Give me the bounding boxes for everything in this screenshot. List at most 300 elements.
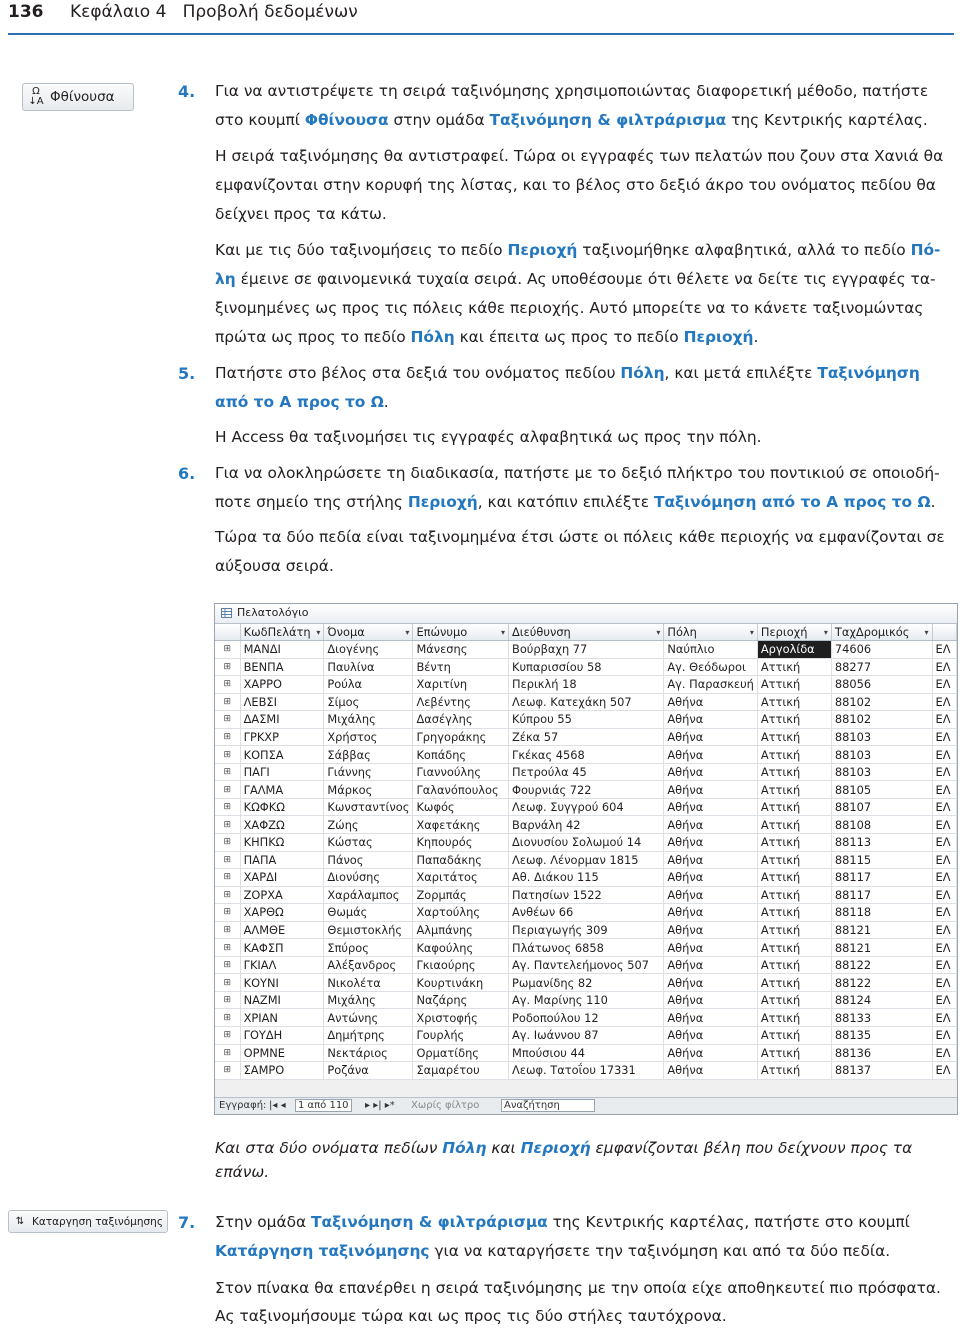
table-cell[interactable]: Βούρβαχη 77 [509, 641, 664, 659]
table-cell[interactable]: ΑΛΜΘΕ [240, 921, 324, 939]
table-cell[interactable]: ΕΛ [932, 886, 956, 904]
table-cell[interactable]: ΔΑΣΜΙ [240, 711, 324, 729]
table-cell[interactable]: Αθήνα [664, 991, 758, 1009]
column-header-overflow [932, 624, 956, 641]
table-cell[interactable]: Χαράλαμπος [324, 886, 413, 904]
table-cell[interactable]: Αθήνα [664, 746, 758, 764]
table-cell[interactable]: Αγ. Ιωάννου 87 [509, 1027, 664, 1045]
table-cell[interactable]: Καφούλης [413, 939, 509, 957]
step-7-line-4: Ας ταξινομήσουμε τώρα και ως προς τις δύο στήλες ταυτόχρονα. [215, 1307, 727, 1325]
expand-icon[interactable]: ⊞ [215, 886, 240, 904]
datasheet-tab[interactable] [215, 604, 957, 624]
step-6-line-3: Τώρα τα δύο πεδία είναι ταξινομημένα έτσι ώστε οι πόλεις κάθε περιοχής να εμφανίζονται σε [215, 528, 945, 546]
table-cell[interactable]: Μιχάλης [324, 991, 413, 1009]
table-cell[interactable]: Αγ. Θεόδωροι [664, 658, 758, 676]
table-cell[interactable]: Κηπουρός [413, 834, 509, 852]
table-cell[interactable]: ΚΑΦΣΠ [240, 939, 324, 957]
table-cell[interactable]: 88103 [831, 728, 932, 746]
expand-icon[interactable]: ⊞ [215, 816, 240, 834]
table-cell[interactable]: ΚΟΥΝΙ [240, 974, 324, 992]
step-7-line-2: Κατάργηση ταξινόμησης για να καταργήσετε την ταξινόμηση και από τα δύο πεδία. [215, 1242, 891, 1260]
column-dropdown-icon[interactable]: ▾ [749, 628, 754, 637]
table-cell[interactable]: Αθήνα [664, 711, 758, 729]
table-row[interactable] [215, 781, 957, 799]
table-cell[interactable]: Περιαγωγής 309 [509, 921, 664, 939]
table-cell[interactable]: 88121 [831, 921, 932, 939]
table-cell[interactable]: Αθήνα [664, 798, 758, 816]
table-cell[interactable]: 88102 [831, 693, 932, 711]
table-cell[interactable]: ΓΟΥΔΗ [240, 1027, 324, 1045]
expand-icon[interactable]: ⊞ [215, 728, 240, 746]
table-row[interactable] [215, 641, 957, 659]
expand-icon[interactable]: ⊞ [215, 974, 240, 992]
expand-icon[interactable]: ⊞ [215, 1062, 240, 1080]
table-cell[interactable]: Αθήνα [664, 763, 758, 781]
table-cell[interactable]: Διονύσης [324, 869, 413, 887]
column-dropdown-icon[interactable]: ▾ [405, 628, 410, 637]
clear-sort-button[interactable] [8, 1210, 168, 1233]
table-cell[interactable]: Κοπάδης [413, 746, 509, 764]
table-cell[interactable]: ΕΛ [932, 939, 956, 957]
table-cell[interactable]: 88121 [831, 939, 932, 957]
table-cell[interactable]: Νεκτάριος [324, 1044, 413, 1062]
table-cell[interactable]: Γρηγοράκης [413, 728, 509, 746]
table-cell[interactable]: ΕΛ [932, 728, 956, 746]
table-cell[interactable]: Σίμος [324, 693, 413, 711]
table-icon [221, 608, 232, 618]
table-cell[interactable]: 88103 [831, 763, 932, 781]
table-cell[interactable]: Μπούσιου 44 [509, 1044, 664, 1062]
column-dropdown-icon[interactable]: ▾ [500, 628, 505, 637]
table-cell[interactable]: ΕΛ [932, 1062, 956, 1080]
table-cell[interactable]: Ναζάρης [413, 991, 509, 1009]
table-cell[interactable]: 88056 [831, 676, 932, 694]
expand-icon[interactable]: ⊞ [215, 1009, 240, 1027]
table-cell[interactable]: ΕΛ [932, 869, 956, 887]
step-4-para-2-line-1: Και με τις δύο ταξινομήσεις το πεδίο Περιοχή ταξινομήθηκε αλφαβητικά, αλλά το πεδίο Πό- [215, 241, 941, 259]
table-cell[interactable]: 88102 [831, 711, 932, 729]
table-cell[interactable]: ΓΚΙΑΛ [240, 956, 324, 974]
table-cell[interactable]: ΕΛ [932, 921, 956, 939]
table-cell[interactable]: Αττική [757, 956, 831, 974]
table-cell[interactable]: ΚΗΠΚΩ [240, 834, 324, 852]
clear-sort-label: Καταργηση ταξινόμησης [32, 1215, 163, 1228]
table-cell[interactable]: Λεωφ. Συγγρού 604 [509, 798, 664, 816]
table-cell[interactable]: 88135 [831, 1027, 932, 1045]
table-cell[interactable]: Μάνεσης [413, 641, 509, 659]
table-cell[interactable]: Αττική [757, 974, 831, 992]
table-cell[interactable]: Κωνσταντίνος [324, 798, 413, 816]
table-cell[interactable]: Αθήνα [664, 781, 758, 799]
table-cell[interactable]: Αττική [757, 711, 831, 729]
table-cell[interactable]: Αττική [757, 904, 831, 922]
table-cell[interactable]: ΧΑΡΡΟ [240, 676, 324, 694]
table-cell[interactable]: Χαρτούλης [413, 904, 509, 922]
table-cell[interactable]: Μάρκος [324, 781, 413, 799]
table-cell[interactable]: Θωμάς [324, 904, 413, 922]
expand-icon[interactable]: ⊞ [215, 991, 240, 1009]
expand-icon[interactable]: ⊞ [215, 834, 240, 852]
table-cell[interactable]: 88277 [831, 658, 932, 676]
table-cell[interactable]: 88113 [831, 834, 932, 852]
table-cell[interactable]: ΕΛ [932, 1009, 956, 1027]
step-6-line-2: ποτε σημείο της στήλης Περιοχή, και κατόπιν επιλέξτε Ταξινόμηση από το Α προς το Ω. [215, 493, 936, 511]
expand-icon[interactable]: ⊞ [215, 956, 240, 974]
table-cell[interactable]: Χαριτάτος [413, 869, 509, 887]
record-nav-last-icon[interactable]: ▸ ▸| ▸* [365, 1100, 395, 1111]
table-cell[interactable]: Βέντη [413, 658, 509, 676]
table-cell[interactable]: Αλμπάνης [413, 921, 509, 939]
table-row[interactable] [215, 974, 957, 992]
expand-icon[interactable]: ⊞ [215, 939, 240, 957]
table-cell[interactable]: Ρωμανίδης 82 [509, 974, 664, 992]
step-7-number: 7. [178, 1213, 196, 1232]
step-4-para-2-line-2: λη έμεινε σε φαινομενικά τυχαία σειρά. Ας υποθέσουμε ότι θέλετε να δείτε τις εγγραφές τα- [215, 270, 936, 288]
row-selector-header[interactable] [215, 624, 240, 641]
table-cell[interactable]: Αττική [757, 1044, 831, 1062]
table-cell[interactable]: ΕΛ [932, 711, 956, 729]
step-4-line-3: Η σειρά ταξινόμησης θα αντιστραφεί. Τώρα οι εγγραφές των πελατών που ζουν στα Χανιά θα [215, 147, 944, 165]
table-cell[interactable]: Πάνος [324, 851, 413, 869]
table-cell[interactable]: Θεμιστοκλής [324, 921, 413, 939]
table-cell[interactable]: Σαμαρέτου [413, 1062, 509, 1080]
table-cell[interactable]: Αγ. Παντελεήμονος 507 [509, 956, 664, 974]
table-cell[interactable]: Αθήνα [664, 1044, 758, 1062]
step-7-line-1: Στην ομάδα Ταξινόμηση & φιλτράρισμα της Κεντρικής καρτέλας, πατήστε στο κουμπί [215, 1213, 910, 1231]
table-cell[interactable]: Γκιαούρης [413, 956, 509, 974]
expand-icon[interactable]: ⊞ [215, 851, 240, 869]
table-row[interactable] [215, 851, 957, 869]
table-cell[interactable]: ΓΑΛΜΑ [240, 781, 324, 799]
table-cell[interactable]: Αττική [757, 693, 831, 711]
record-position[interactable]: 1 από 110 [295, 1099, 352, 1112]
table-cell[interactable]: Αττική [757, 1009, 831, 1027]
table-cell[interactable]: Αθήνα [664, 939, 758, 957]
table-cell[interactable]: Βαρνάλη 42 [509, 816, 664, 834]
table-cell[interactable]: Νικολέτα [324, 974, 413, 992]
table-cell[interactable]: Γκέκας 4568 [509, 746, 664, 764]
table-cell[interactable]: Λεωφ. Τατοΐου 17331 [509, 1062, 664, 1080]
table-cell[interactable]: Ορματίδης [413, 1044, 509, 1062]
table-cell[interactable]: Γιαννούλης [413, 763, 509, 781]
table-cell[interactable]: Αθ. Διάκου 115 [509, 869, 664, 887]
table-cell[interactable]: ΟΡΜΝΕ [240, 1044, 324, 1062]
table-row[interactable] [215, 939, 957, 957]
expand-icon[interactable]: ⊞ [215, 693, 240, 711]
table-cell[interactable]: Αττική [757, 886, 831, 904]
table-cell[interactable]: ΕΛ [932, 798, 956, 816]
table-cell[interactable]: Λεωφ. Λένορμαν 1815 [509, 851, 664, 869]
table-cell[interactable]: ΠΑΠΑ [240, 851, 324, 869]
table-cell[interactable]: Ζέκα 57 [509, 728, 664, 746]
step-6-line-4: αύξουσα σειρά. [215, 557, 334, 575]
table-cell[interactable]: Κωφός [413, 798, 509, 816]
table-cell[interactable]: 88117 [831, 886, 932, 904]
table-cell[interactable]: Κύπρου 55 [509, 711, 664, 729]
search-box[interactable]: Αναζήτηση [501, 1099, 595, 1112]
step-4-line-2: στο κουμπί Φθίνουσα στην ομάδα Ταξινόμηση & φιλτράρισμα της Κεντρικής καρτέλας. [215, 111, 928, 129]
table-cell[interactable]: Αθήνα [664, 869, 758, 887]
table-cell[interactable]: ΧΑΦΖΩ [240, 816, 324, 834]
table-cell[interactable]: ΕΛ [932, 974, 956, 992]
table-cell[interactable]: Κώστας [324, 834, 413, 852]
table-cell[interactable]: ΓΡΚΧΡ [240, 728, 324, 746]
table-cell[interactable]: ΕΛ [932, 693, 956, 711]
table-cell[interactable]: Αττική [757, 676, 831, 694]
column-dropdown-icon[interactable]: ▾ [316, 628, 321, 637]
table-cell[interactable]: ΧΡΙΑΝ [240, 1009, 324, 1027]
table-cell[interactable]: Ναύπλιο [664, 641, 758, 659]
table-cell[interactable]: Πλάτωνος 6858 [509, 939, 664, 957]
table-cell[interactable]: Αθήνα [664, 904, 758, 922]
table-cell[interactable]: Ανθέων 66 [509, 904, 664, 922]
expand-icon[interactable]: ⊞ [215, 641, 240, 659]
table-cell[interactable]: Παπαδάκης [413, 851, 509, 869]
table-cell[interactable]: Αθήνα [664, 921, 758, 939]
table-cell[interactable]: Κουρτινάκη [413, 974, 509, 992]
table-cell[interactable]: ΕΛ [932, 658, 956, 676]
column-dropdown-icon[interactable]: ▾ [823, 628, 828, 637]
table-cell[interactable]: Αντώνης [324, 1009, 413, 1027]
column-dropdown-icon[interactable]: ▾ [924, 628, 929, 637]
page-number: 136 [8, 2, 44, 22]
table-cell[interactable]: Αθήνα [664, 974, 758, 992]
table-cell[interactable]: Αθήνα [664, 886, 758, 904]
table-row[interactable] [215, 904, 957, 922]
table-row[interactable] [215, 956, 957, 974]
table-cell[interactable]: Διογένης [324, 641, 413, 659]
table-cell[interactable]: Αργολίδα [757, 641, 831, 659]
table-cell[interactable]: 88124 [831, 991, 932, 1009]
table-cell[interactable]: Ζώης [324, 816, 413, 834]
table-cell[interactable]: Πατησίων 1522 [509, 886, 664, 904]
column-header[interactable] [664, 624, 758, 641]
table-cell[interactable]: Αττική [757, 1027, 831, 1045]
table-cell[interactable]: Σπύρος [324, 939, 413, 957]
table-cell[interactable]: 88105 [831, 781, 932, 799]
table-cell[interactable]: ΕΛ [932, 1044, 956, 1062]
table-cell[interactable]: Αθήνα [664, 693, 758, 711]
table-cell[interactable]: 88103 [831, 746, 932, 764]
table-cell[interactable]: Αγ. Παρασκευή [664, 676, 758, 694]
table-row[interactable] [215, 711, 957, 729]
table-cell[interactable]: ΝΑΖΜΙ [240, 991, 324, 1009]
table-cell[interactable]: Αττική [757, 816, 831, 834]
filter-indicator[interactable]: Χωρίς φίλτρο [411, 1100, 480, 1111]
table-row[interactable] [215, 869, 957, 887]
table-cell[interactable]: Αθήνα [664, 834, 758, 852]
table-cell[interactable]: Αθήνα [664, 1062, 758, 1080]
table-cell[interactable]: ΕΛ [932, 641, 956, 659]
table-cell[interactable]: Αλέξανδρος [324, 956, 413, 974]
table-cell[interactable]: Αθήνα [664, 728, 758, 746]
column-header[interactable] [757, 624, 831, 641]
expand-icon[interactable]: ⊞ [215, 676, 240, 694]
table-cell[interactable]: Αττική [757, 851, 831, 869]
table-row[interactable] [215, 798, 957, 816]
table-cell[interactable]: ΛΕΒΣΙ [240, 693, 324, 711]
table-row[interactable] [215, 746, 957, 764]
table-cell[interactable]: Λεβέντης [413, 693, 509, 711]
table-row[interactable] [215, 1062, 957, 1080]
table-cell[interactable]: Αττική [757, 763, 831, 781]
table-cell[interactable]: ΚΩΦΚΩ [240, 798, 324, 816]
table-cell[interactable]: 88118 [831, 904, 932, 922]
table-cell[interactable]: Αττική [757, 869, 831, 887]
expand-icon[interactable]: ⊞ [215, 921, 240, 939]
table-cell[interactable]: Αττική [757, 781, 831, 799]
step-4-number: 4. [178, 82, 196, 101]
table-cell[interactable]: 88133 [831, 1009, 932, 1027]
table-cell[interactable]: Κυπαρισσίου 58 [509, 658, 664, 676]
table-cell[interactable]: Δημήτρης [324, 1027, 413, 1045]
table-cell[interactable]: ΕΛ [932, 991, 956, 1009]
table-cell[interactable]: ΕΛ [932, 763, 956, 781]
table-cell[interactable]: ΚΟΠΣΑ [240, 746, 324, 764]
table-row[interactable] [215, 991, 957, 1009]
table-cell[interactable]: Ροδοπούλου 12 [509, 1009, 664, 1027]
table-cell[interactable]: Αττική [757, 1062, 831, 1080]
table-cell[interactable]: 88122 [831, 974, 932, 992]
table-cell[interactable]: 88115 [831, 851, 932, 869]
table-cell[interactable]: Ζορμπάς [413, 886, 509, 904]
record-navigation-bar [215, 1097, 957, 1114]
table-cell[interactable]: ΕΛ [932, 781, 956, 799]
table-row[interactable] [215, 763, 957, 781]
table-row[interactable] [215, 1027, 957, 1045]
expand-icon[interactable]: ⊞ [215, 763, 240, 781]
expand-icon[interactable]: ⊞ [215, 1044, 240, 1062]
table-cell[interactable]: Ρούλα [324, 676, 413, 694]
table-cell[interactable]: Αθήνα [664, 816, 758, 834]
step-4-para-2-line-3: ξινομημένες ως προς τις πόλεις κάθε περιοχής. Αυτό μπορείτε να το κάνετε ταξινομώντας [215, 299, 924, 317]
table-cell[interactable]: Αθήνα [664, 1027, 758, 1045]
table-cell[interactable]: 88108 [831, 816, 932, 834]
table-cell[interactable]: Γαλανόπουλος [413, 781, 509, 799]
table-row[interactable] [215, 1009, 957, 1027]
column-header[interactable] [509, 624, 664, 641]
table-cell[interactable]: Γιάννης [324, 763, 413, 781]
step-4-line-5: δείχνει προς τα κάτω. [215, 205, 387, 223]
table-cell[interactable]: Αττική [757, 728, 831, 746]
table-cell[interactable]: Αττική [757, 991, 831, 1009]
table-cell[interactable]: 88107 [831, 798, 932, 816]
table-cell[interactable]: Πετρούλα 45 [509, 763, 664, 781]
column-header[interactable] [413, 624, 509, 641]
table-cell[interactable]: Αθήνα [664, 851, 758, 869]
table-row[interactable] [215, 1044, 957, 1062]
column-header-label: ΚωδΠελάτη [243, 625, 311, 639]
table-cell[interactable]: Παυλίνα [324, 658, 413, 676]
table-cell[interactable]: ΧΑΡΘΩ [240, 904, 324, 922]
table-cell[interactable]: ΕΛ [932, 834, 956, 852]
table-cell[interactable]: Αγ. Μαρίνης 110 [509, 991, 664, 1009]
expand-icon[interactable]: ⊞ [215, 904, 240, 922]
table-row[interactable] [215, 658, 957, 676]
table-cell[interactable]: 88117 [831, 869, 932, 887]
table-cell[interactable]: Περικλή 18 [509, 676, 664, 694]
table-cell[interactable]: ΜΑΝΔΙ [240, 641, 324, 659]
table-row[interactable] [215, 728, 957, 746]
table-cell[interactable]: Χρήστος [324, 728, 413, 746]
table-cell[interactable]: ΕΛ [932, 746, 956, 764]
descending-sort-button[interactable] [22, 83, 134, 111]
table-cell[interactable]: 88137 [831, 1062, 932, 1080]
table-cell[interactable]: ΕΛ [932, 904, 956, 922]
table-cell[interactable]: Αττική [757, 746, 831, 764]
table-cell[interactable]: Αττική [757, 921, 831, 939]
table-cell[interactable]: Αττική [757, 834, 831, 852]
table-cell[interactable]: Αττική [757, 939, 831, 957]
table-cell[interactable]: ΒΕΝΠΑ [240, 658, 324, 676]
table-cell[interactable]: Αθήνα [664, 956, 758, 974]
chapter-title: Κεφάλαιο 4 Προβολή δεδομένων [70, 2, 358, 22]
table-cell[interactable]: ΠΑΓΙ [240, 763, 324, 781]
table-cell[interactable]: Ροζάνα [324, 1062, 413, 1080]
table-cell[interactable]: 74606 [831, 641, 932, 659]
expand-icon[interactable]: ⊞ [215, 658, 240, 676]
table-cell[interactable]: ΣΑΜΡΟ [240, 1062, 324, 1080]
record-nav-first-icon[interactable]: |◂ ◂ [269, 1100, 286, 1111]
table-row[interactable] [215, 676, 957, 694]
table-cell[interactable]: ΧΑΡΔΙ [240, 869, 324, 887]
expand-icon[interactable]: ⊞ [215, 781, 240, 799]
table-cell[interactable]: Φουρνιάς 722 [509, 781, 664, 799]
table-row[interactable] [215, 693, 957, 711]
table-cell[interactable]: Γουρλής [413, 1027, 509, 1045]
table-cell[interactable]: Αττική [757, 798, 831, 816]
table-cell[interactable]: Αθήνα [664, 1009, 758, 1027]
table-cell[interactable]: Χαφετάκης [413, 816, 509, 834]
table-cell[interactable]: Δασέγλης [413, 711, 509, 729]
table-cell[interactable]: Διονυσίου Σολωμού 14 [509, 834, 664, 852]
customer-datasheet [214, 603, 958, 1115]
table-row[interactable] [215, 816, 957, 834]
table-cell[interactable]: ΕΛ [932, 1027, 956, 1045]
expand-icon[interactable]: ⊞ [215, 746, 240, 764]
step-6-number: 6. [178, 464, 196, 483]
table-row[interactable] [215, 921, 957, 939]
step-5-line-2: από το Α προς το Ω. [215, 393, 389, 411]
table-cell[interactable]: ΕΛ [932, 956, 956, 974]
table-cell[interactable]: ΕΛ [932, 816, 956, 834]
column-header-label: ΤαχΔρομικός [834, 625, 910, 639]
table-cell[interactable]: 88136 [831, 1044, 932, 1062]
column-header[interactable] [240, 624, 324, 641]
table-cell[interactable]: 88122 [831, 956, 932, 974]
table-cell[interactable]: Μιχάλης [324, 711, 413, 729]
table-cell[interactable]: Σάββας [324, 746, 413, 764]
expand-icon[interactable]: ⊞ [215, 798, 240, 816]
column-dropdown-icon[interactable]: ▾ [656, 628, 661, 637]
column-header[interactable] [324, 624, 413, 641]
table-cell[interactable]: Χαριτίνη [413, 676, 509, 694]
expand-icon[interactable]: ⊞ [215, 1027, 240, 1045]
expand-icon[interactable]: ⊞ [215, 869, 240, 887]
table-cell[interactable]: Αττική [757, 658, 831, 676]
expand-icon[interactable]: ⊞ [215, 711, 240, 729]
table-row[interactable] [215, 886, 957, 904]
table-cell[interactable]: Χριστοφής [413, 1009, 509, 1027]
table-cell[interactable]: Λεωφ. Κατεχάκη 507 [509, 693, 664, 711]
column-header[interactable] [831, 624, 932, 641]
clear-sort-icon: ⇅ [15, 1216, 25, 1227]
table-cell[interactable]: ΖΟΡΧΑ [240, 886, 324, 904]
table-cell[interactable]: ΕΛ [932, 851, 956, 869]
table-cell[interactable]: ΕΛ [932, 676, 956, 694]
step-6-line-1: Για να ολοκληρώσετε τη διαδικασία, πατήστε με το δεξιό πλήκτρο του ποντικιού σε οποιοδή- [215, 464, 940, 482]
table-row[interactable] [215, 834, 957, 852]
